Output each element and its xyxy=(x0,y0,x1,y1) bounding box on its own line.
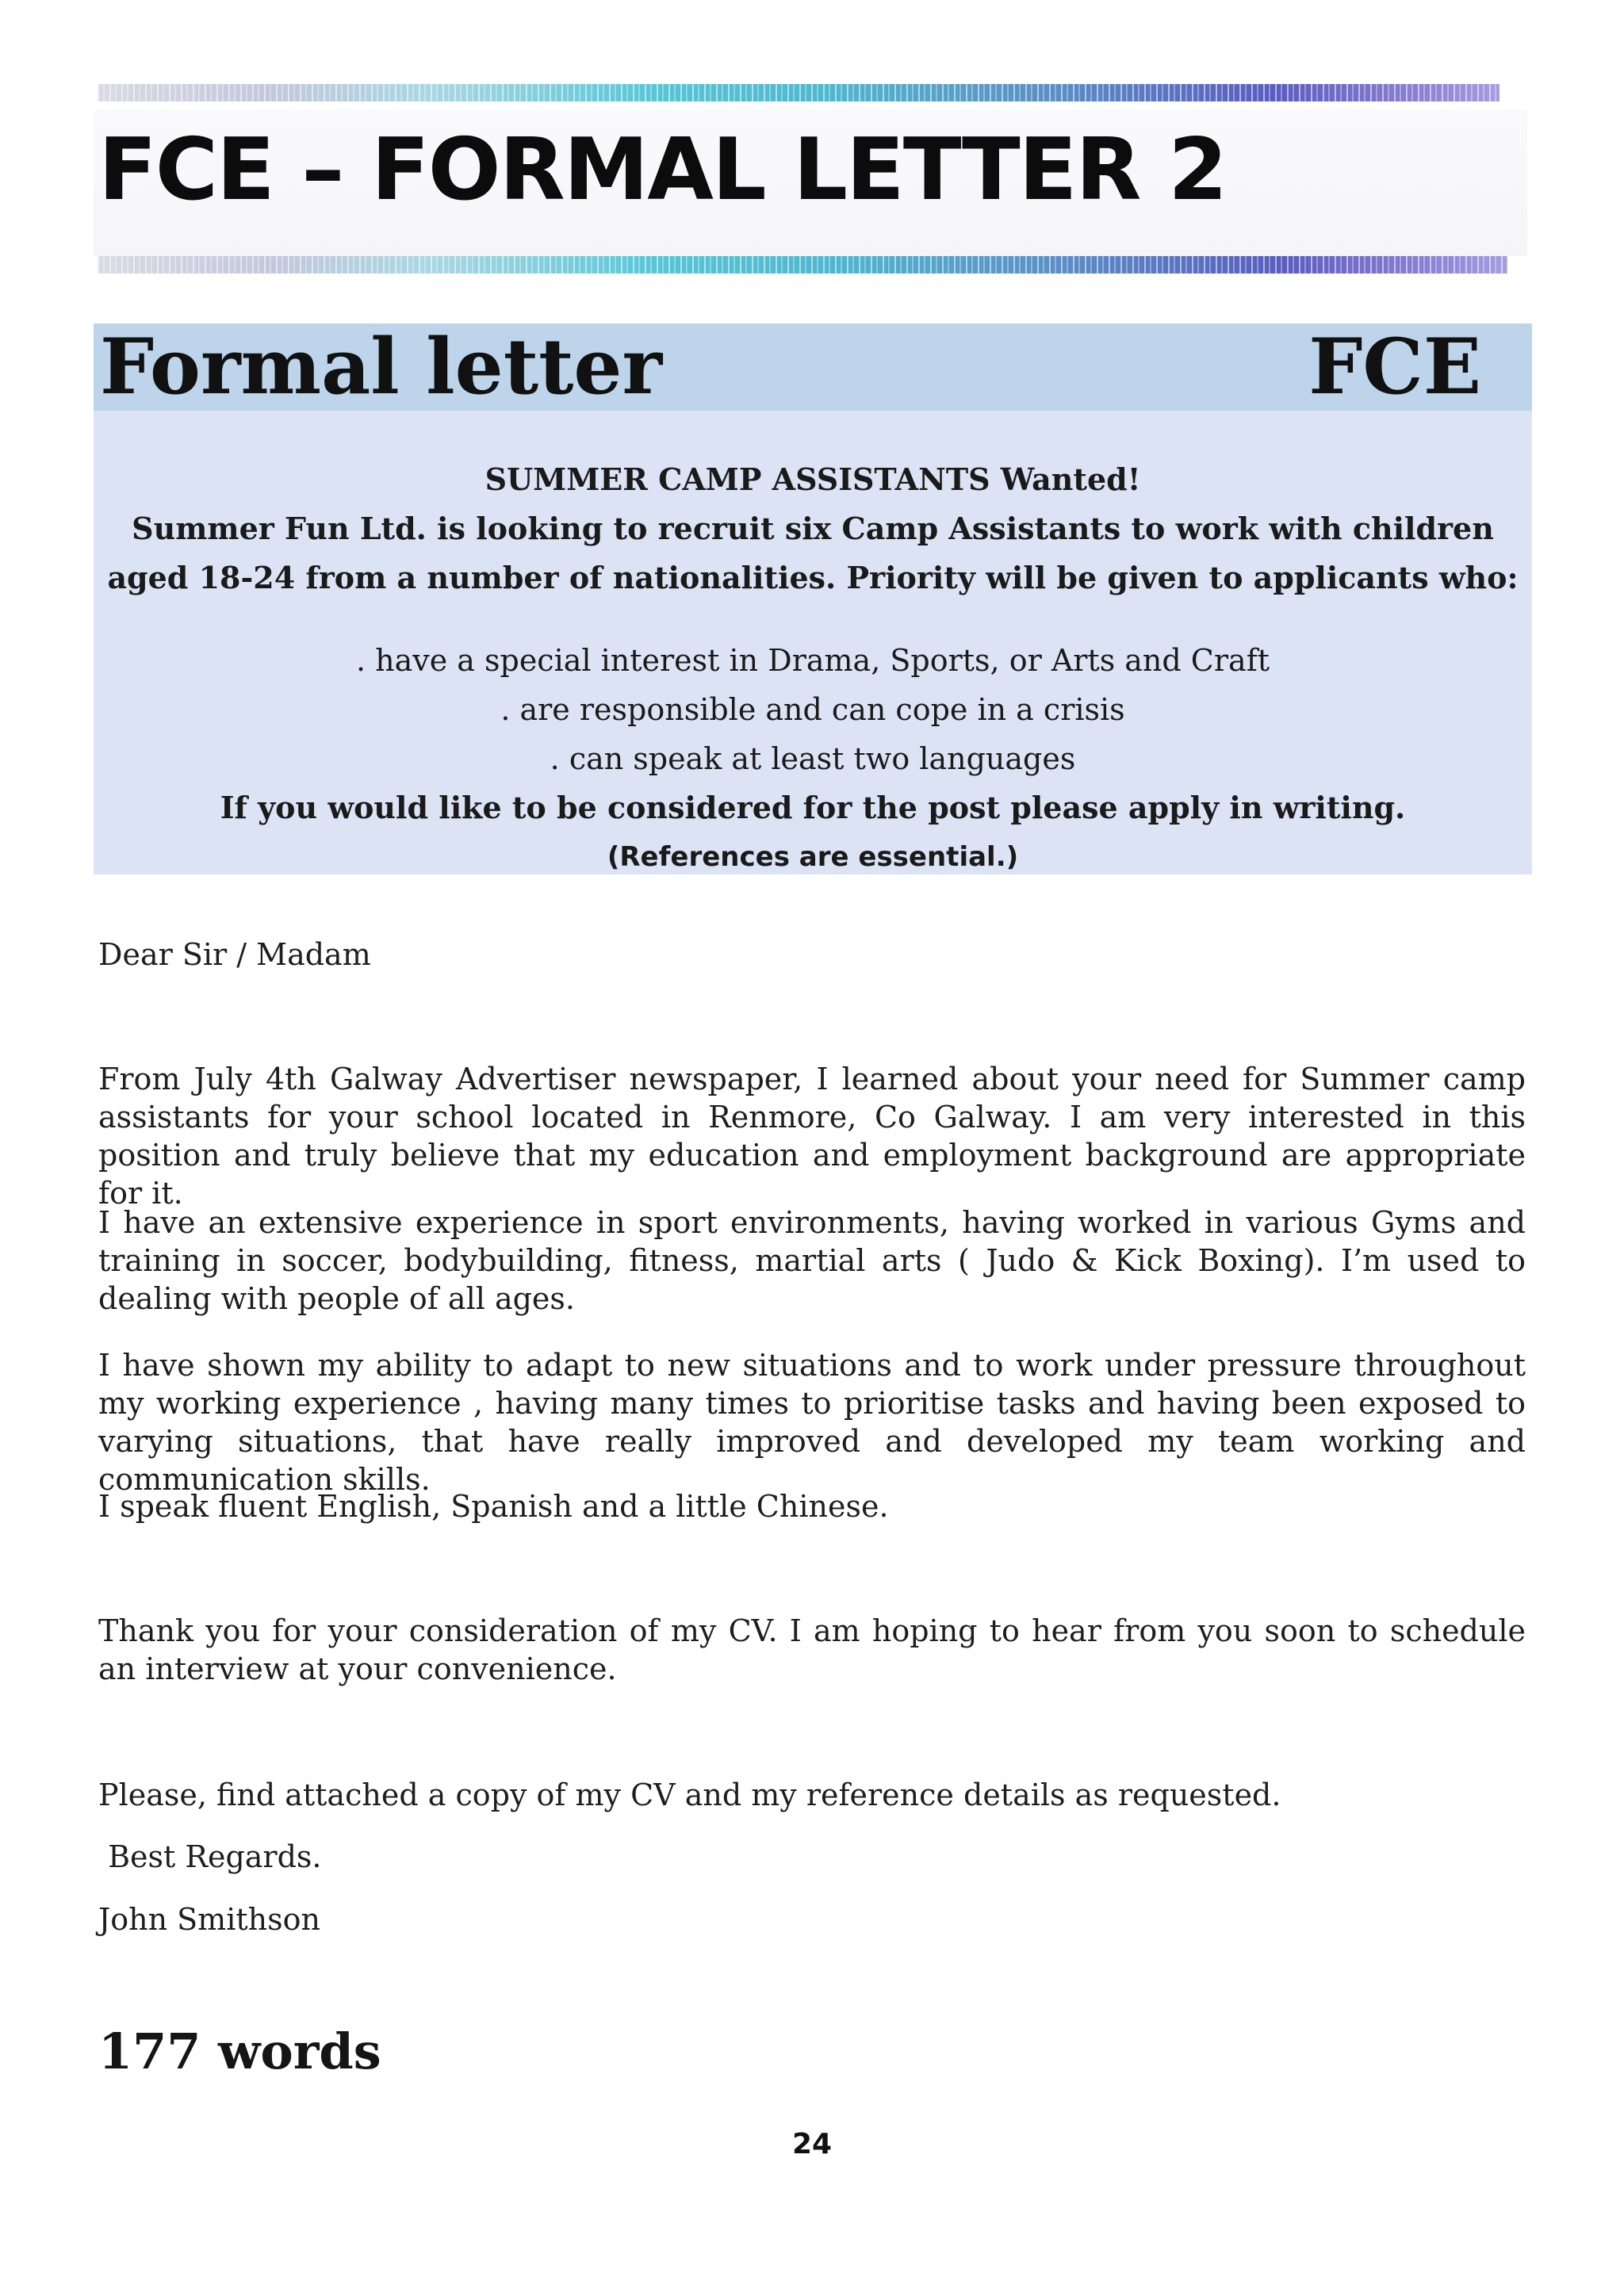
letter-closing: Best Regards. xyxy=(98,1839,322,1874)
letter-paragraph: I have an extensive experience in sport environments, having worked in various Gyms and training in soccer, bodybuilding, fitness, martial arts ( Judo & Kick Boxing). I’m used to dealing with people of all ages. xyxy=(98,1205,1526,1316)
advert-heading-left: Formal letter xyxy=(100,322,663,411)
advert-intro-line-2: aged 18-24 from a number of nationalities. Priority will be given to applicants who: xyxy=(107,560,1519,595)
page-title: FCE – FORMAL LETTER 2 xyxy=(98,121,1227,220)
requirement-item: . have a special interest in Drama, Sports, or Arts and Craft xyxy=(355,643,1270,678)
advert-references-note: (References are essential.) xyxy=(607,841,1019,873)
advert-heading-right: FCE xyxy=(1308,322,1481,411)
page-number: 24 xyxy=(791,2128,833,2160)
letter-paragraph: I have shown my ability to adapt to new situations and to work under pressure throughout my working experience , having many times to prioritise tasks and having been exposed to varying situations, that have really improved and developed my team working and communication skills. xyxy=(98,1348,1526,1497)
requirement-item: . can speak at least two languages xyxy=(550,741,1076,776)
requirement-item: . are responsible and can cope in a crisis xyxy=(500,692,1125,727)
advert-intro-line-1: Summer Fun Ltd. is looking to recruit six Camp Assistants to work with children xyxy=(132,511,1494,546)
letter-paragraph: Thank you for your consideration of my CV. I am hoping to hear from you soon to schedule an interview at your convenience. xyxy=(98,1613,1526,1686)
advert-header xyxy=(94,323,1532,411)
header-stripe-bottom xyxy=(98,256,1507,274)
letter-paragraph: I speak fluent English, Spanish and a little Chinese. xyxy=(98,1489,889,1524)
advert-box xyxy=(94,323,1532,874)
header-stripe-top xyxy=(98,84,1500,101)
advert-apply-line: If you would like to be considered for the post please apply in writing. xyxy=(220,790,1406,825)
advert-headline: SUMMER CAMP ASSISTANTS Wanted! xyxy=(485,461,1141,497)
letter-paragraph: From July 4th Galway Advertiser newspaper, I learned about your need for Summer camp assistants for your school located in Renmore, Co Galway. I am very interested in this position and truly believe that my education and employment background are appropriate for it. xyxy=(98,1062,1526,1211)
word-count: 177 words xyxy=(98,2022,381,2080)
letter-signature: John Smithson xyxy=(98,1902,320,1937)
letter-paragraph: Please, find attached a copy of my CV and my reference details as requested. xyxy=(98,1777,1281,1812)
letter-salutation: Dear Sir / Madam xyxy=(98,937,371,972)
